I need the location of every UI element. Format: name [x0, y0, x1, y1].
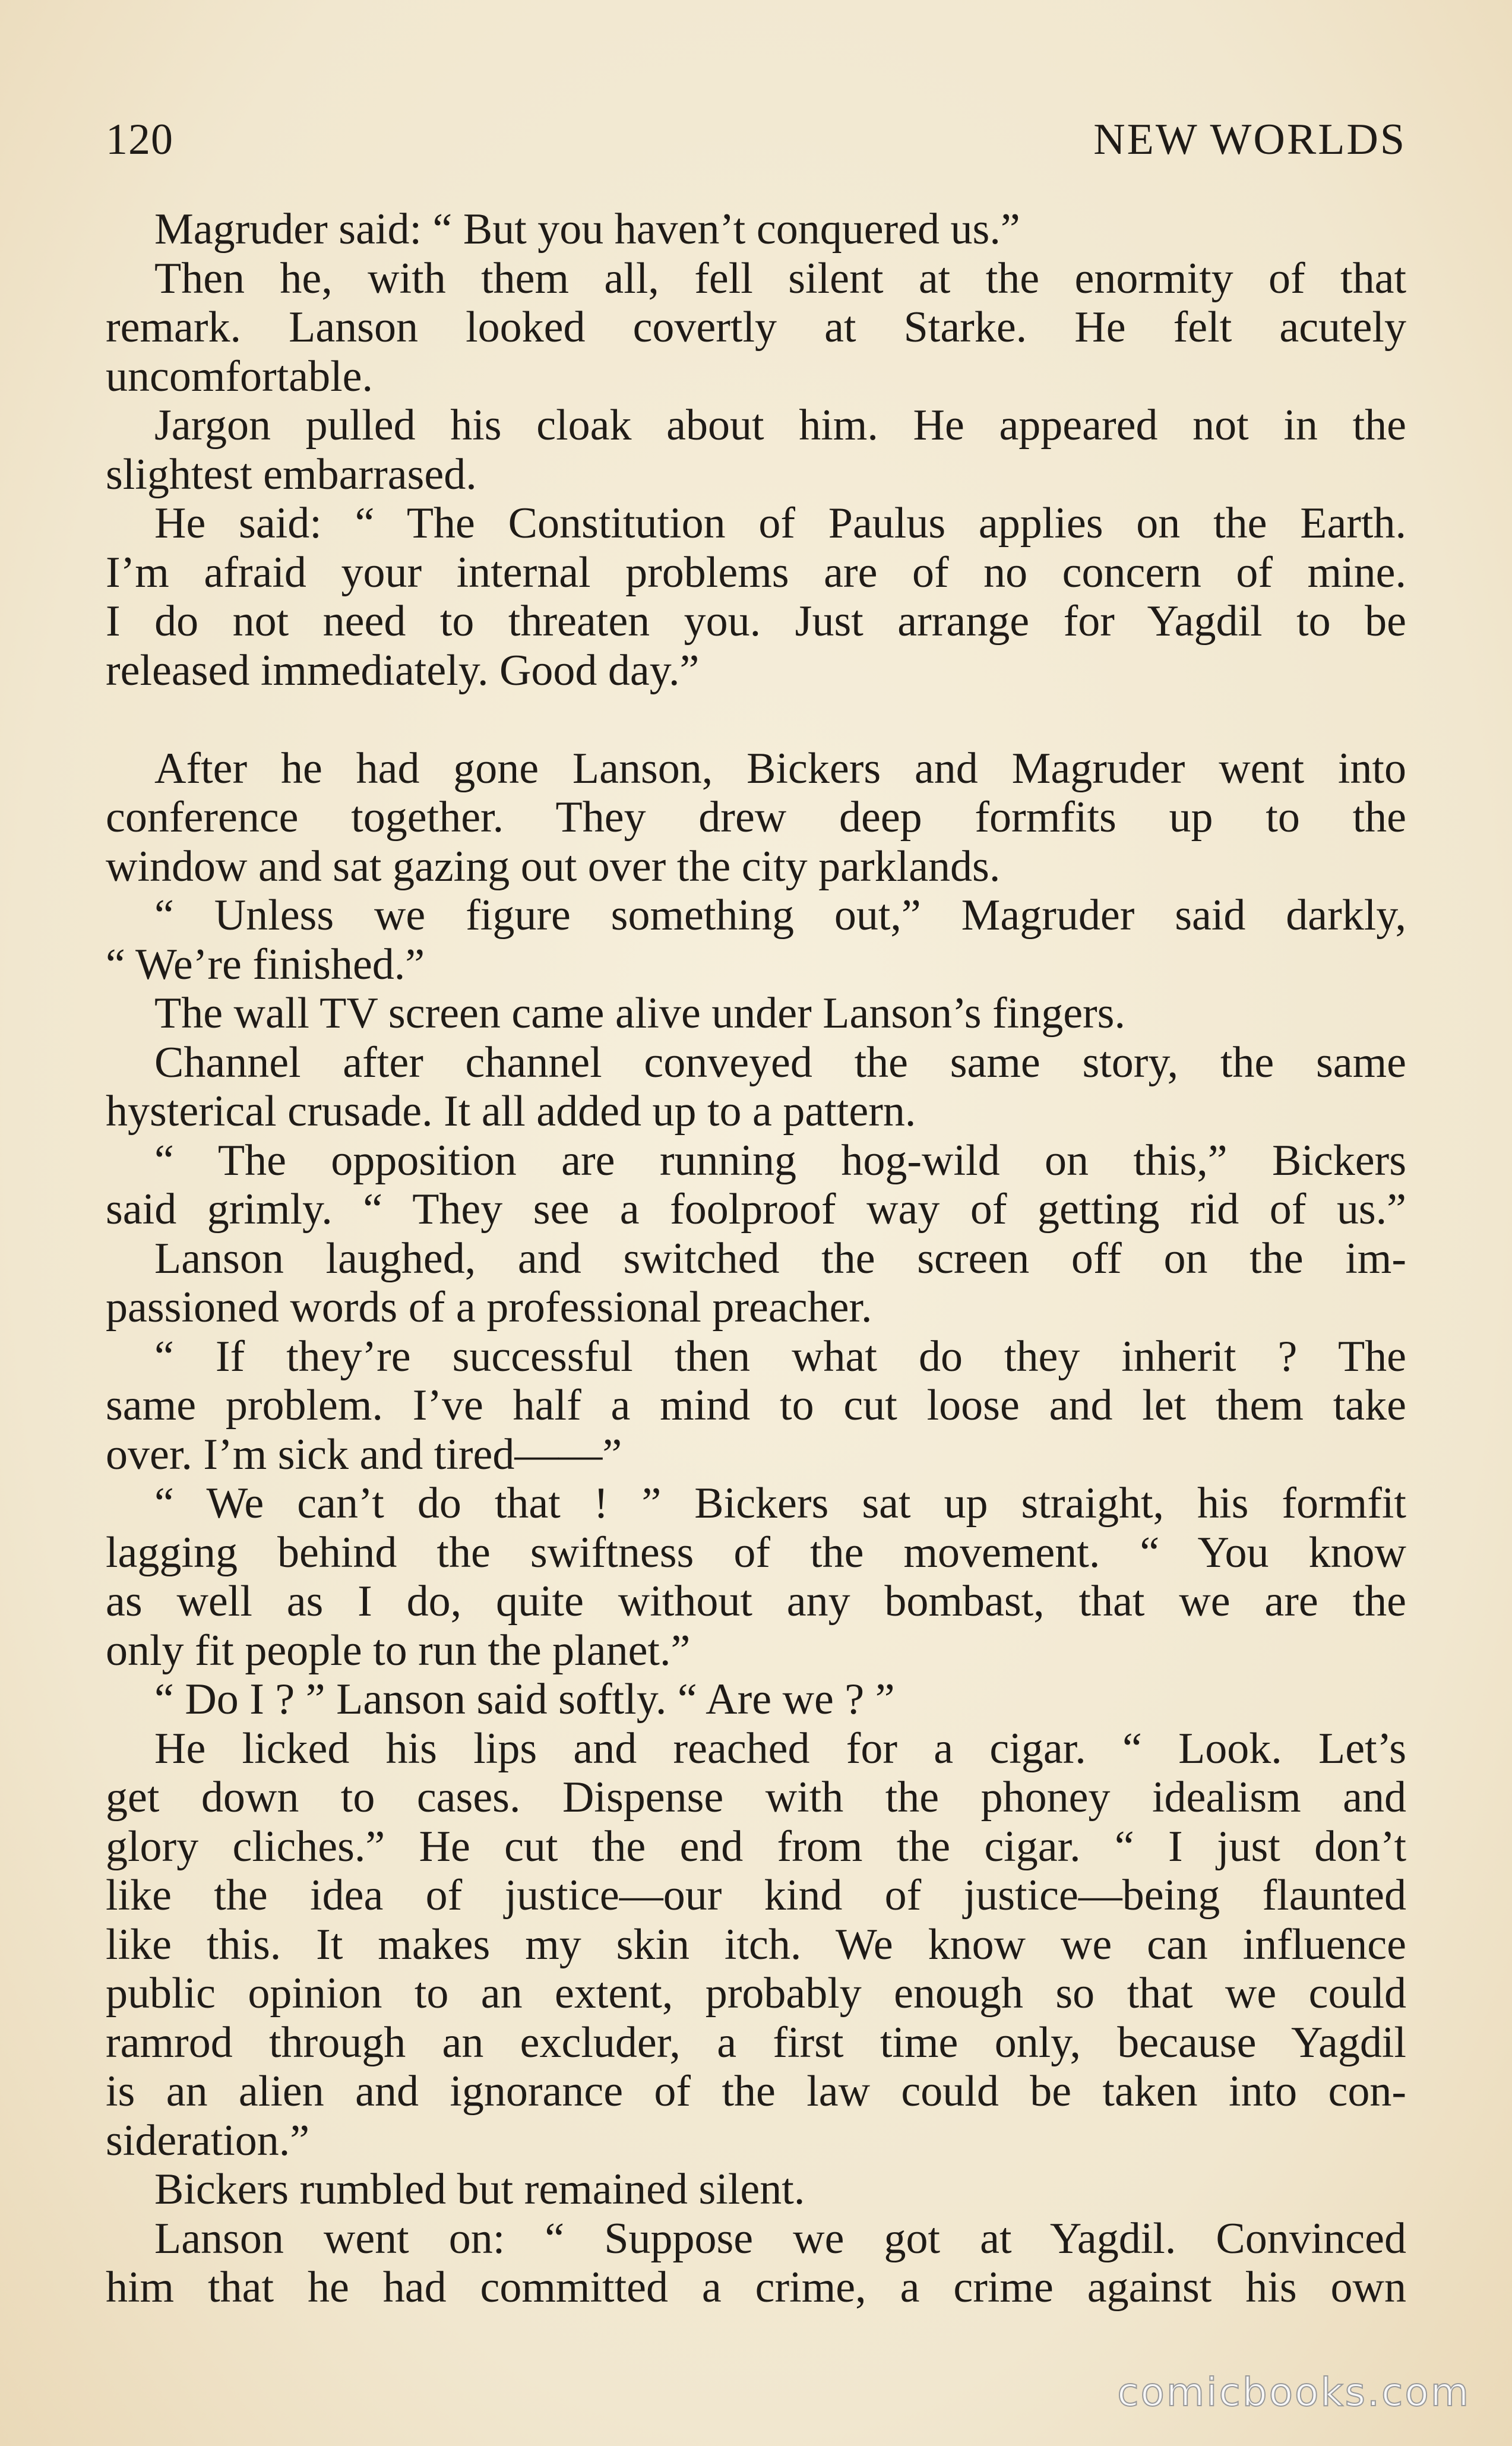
- text-line: “ The opposition are running hog-wild on this,” Bickers: [154, 1136, 1406, 1185]
- page-number: 120: [106, 115, 173, 164]
- text-line: Lanson went on: “ Suppose we got at Yagdil. Convinced: [154, 2214, 1406, 2263]
- page-header: [106, 107, 1406, 172]
- text-line: After he had gone Lanson, Bickers and Magruder went into: [154, 744, 1406, 793]
- text-line: Then he, with them all, fell silent at the enormity of that: [154, 254, 1406, 303]
- text-line: remark. Lanson looked covertly at Starke. He felt acutely: [106, 303, 1406, 352]
- running-head: NEW WORLDS: [1093, 115, 1406, 164]
- text-line: He licked his lips and reached for a cigar. “ Look. Let’s: [154, 1724, 1406, 1773]
- text-line: Jargon pulled his cloak about him. He appeared not in the: [154, 401, 1406, 450]
- text-line: The wall TV screen came alive under Lanson’s fingers.: [154, 989, 1125, 1038]
- text-line: over. I’m sick and tired——”: [106, 1430, 622, 1479]
- text-line: conference together. They drew deep formfits up to the: [106, 793, 1406, 842]
- text-line: “ We can’t do that ! ” Bickers sat up straight, his formfit: [154, 1479, 1406, 1528]
- text-line: window and sat gazing out over the city parklands.: [106, 842, 1001, 891]
- text-line: “ Do I ? ” Lanson said softly. “ Are we ? ”: [154, 1675, 895, 1724]
- text-line: “ Unless we figure something out,” Magruder said darkly,: [154, 891, 1406, 940]
- text-line: said grimly. “ They see a foolproof way of getting rid of us.”: [106, 1185, 1406, 1234]
- body-text: [106, 205, 1406, 2312]
- text-line: Magruder said: “ But you haven’t conquered us.”: [154, 205, 1020, 254]
- text-line: ramrod through an excluder, a first time only, because Yagdil: [106, 2018, 1406, 2067]
- text-line: I do not need to threaten you. Just arrange for Yagdil to be: [106, 597, 1406, 646]
- text-line: glory cliches.” He cut the end from the cigar. “ I just don’t: [106, 1822, 1406, 1871]
- text-line: only fit people to run the planet.”: [106, 1626, 691, 1675]
- text-line: “ We’re finished.”: [106, 940, 425, 989]
- text-line: uncomfortable.: [106, 352, 373, 401]
- text-line: I’m afraid your internal problems are of no concern of mine.: [106, 548, 1406, 597]
- text-line: “ If they’re successful then what do they inherit ? The: [154, 1332, 1406, 1381]
- text-line: get down to cases. Dispense with the phoney idealism and: [106, 1773, 1406, 1822]
- text-line: Channel after channel conveyed the same story, the same: [154, 1038, 1406, 1087]
- text-line: Lanson laughed, and switched the screen off on the im-: [154, 1234, 1406, 1283]
- text-line: is an alien and ignorance of the law could be taken into con-: [106, 2067, 1406, 2116]
- text-line: like the idea of justice—our kind of justice—being flaunted: [106, 1871, 1406, 1920]
- text-line: like this. It makes my skin itch. We know we can influence: [106, 1920, 1406, 1969]
- text-line: public opinion to an extent, probably enough so that we could: [106, 1969, 1406, 2018]
- text-line: hysterical crusade. It all added up to a pattern.: [106, 1087, 916, 1136]
- text-line: as well as I do, quite without any bombast, that we are the: [106, 1577, 1406, 1626]
- text-line: slightest embarrased.: [106, 450, 477, 499]
- text-line: released immediately. Good day.”: [106, 646, 700, 695]
- text-line: him that he had committed a crime, a crime against his own: [106, 2263, 1406, 2312]
- text-line: passioned words of a professional preacher.: [106, 1283, 872, 1332]
- text-line: same problem. I’ve half a mind to cut loose and let them take: [106, 1381, 1406, 1430]
- text-line: He said: “ The Constitution of Paulus applies on the Earth.: [154, 499, 1406, 548]
- section-break: [106, 695, 1406, 744]
- text-line: lagging behind the swiftness of the movement. “ You know: [106, 1528, 1406, 1577]
- text-line: sideration.”: [106, 2116, 310, 2165]
- watermark: comicbooks.com: [1117, 2369, 1470, 2415]
- text-line: Bickers rumbled but remained silent.: [154, 2165, 805, 2214]
